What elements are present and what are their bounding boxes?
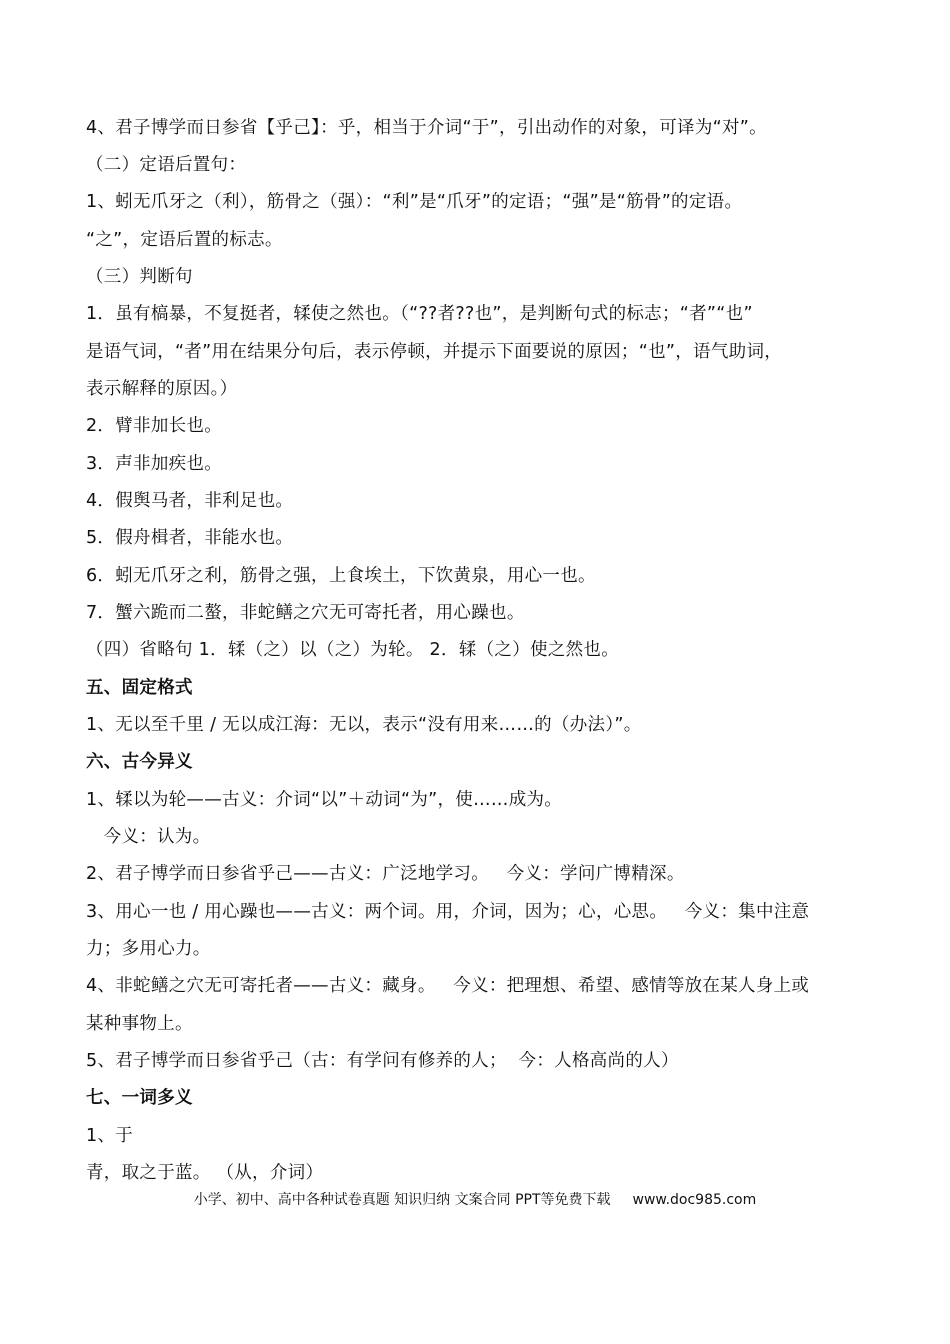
text-line: 2、君子博学而日参省乎己——古义：广泛地学习。 今义：学问广博精深。 bbox=[86, 864, 685, 884]
text-line: “之”，定语后置的标志。 bbox=[86, 230, 283, 250]
text-line: 4、非蛇鳝之穴无可寄托者——古义：藏身。 今义：把理想、希望、感情等放在某人身上或 bbox=[86, 976, 810, 996]
list-item: 7．蟹六跪而二螯，非蛇鳝之穴无可寄托者，用心躁也。 bbox=[86, 603, 525, 623]
text-line: 3、用心一也 / 用心躁也——古义：两个词。用，介词，因为；心，心思。 今义：集中注意 bbox=[86, 902, 810, 922]
section-heading: 六、古今异义 bbox=[86, 752, 193, 772]
text-line: 1、𫐓以为轮——古义：介词“以”＋动词“为”，使……成为。 bbox=[86, 790, 563, 810]
text-line: 4、君子博学而日参省【乎己】：乎，相当于介词“于”，引出动作的对象，可译为“对”。 bbox=[86, 118, 767, 138]
text-line: 青，取之于蓝。 （从，介词） bbox=[86, 1163, 324, 1183]
text-line: 1、蚓无爪牙之（利），筋骨之（强）：“利”是“爪牙”的定语；“强”是“筋骨”的定语。 bbox=[86, 192, 743, 212]
footer-website-link[interactable]: www.doc985.com bbox=[632, 1192, 757, 1208]
list-item: 2．臂非加长也。 bbox=[86, 416, 223, 436]
section-heading: （三）判断句 bbox=[86, 267, 193, 287]
text-line: 表示解释的原因。） bbox=[86, 379, 238, 399]
section-heading: （二）定语后置句： bbox=[86, 155, 247, 175]
list-item: 3．声非加疾也。 bbox=[86, 454, 223, 474]
page-footer bbox=[0, 1190, 950, 1210]
text-line: 1、于 bbox=[86, 1126, 134, 1146]
text-line: 力；多用心力。 bbox=[86, 939, 211, 959]
text-line: 1．虽有槁暴，不复挺者，𫐓使之然也。（“??者??也”，是判断句式的标志；“者”“也” bbox=[86, 304, 753, 324]
text-line: 1、无以至千里 / 无以成江海：无以，表示“没有用来……的（办法）”。 bbox=[86, 715, 642, 735]
section-heading: 五、固定格式 bbox=[86, 678, 193, 698]
text-line: 今义：认为。 bbox=[86, 827, 211, 847]
list-item: 6．蚓无爪牙之利，筋骨之强，上食埃土，下饮黄泉，用心一也。 bbox=[86, 566, 596, 586]
list-item: 4．假舆马者，非利足也。 bbox=[86, 491, 294, 511]
text-line: （四）省略句 1．𫐓（之）以（之）为轮。 2．𫐓（之）使之然也。 bbox=[86, 640, 619, 660]
text-line: 某种事物上。 bbox=[86, 1014, 193, 1034]
section-heading: 七、一词多义 bbox=[86, 1088, 193, 1108]
footer-text: 小学、初中、高中各种试卷真题 知识归纳 文案合同 PPT等免费下载 bbox=[193, 1192, 611, 1208]
list-item: 5．假舟楫者，非能水也。 bbox=[86, 528, 294, 548]
text-line: 5、君子博学而日参省乎己（古：有学问有修养的人； 今：人格高尚的人） bbox=[86, 1051, 679, 1071]
text-line: 是语气词，“者”用在结果分句后，表示停顿，并提示下面要说的原因；“也”，语气助词， bbox=[86, 342, 783, 362]
